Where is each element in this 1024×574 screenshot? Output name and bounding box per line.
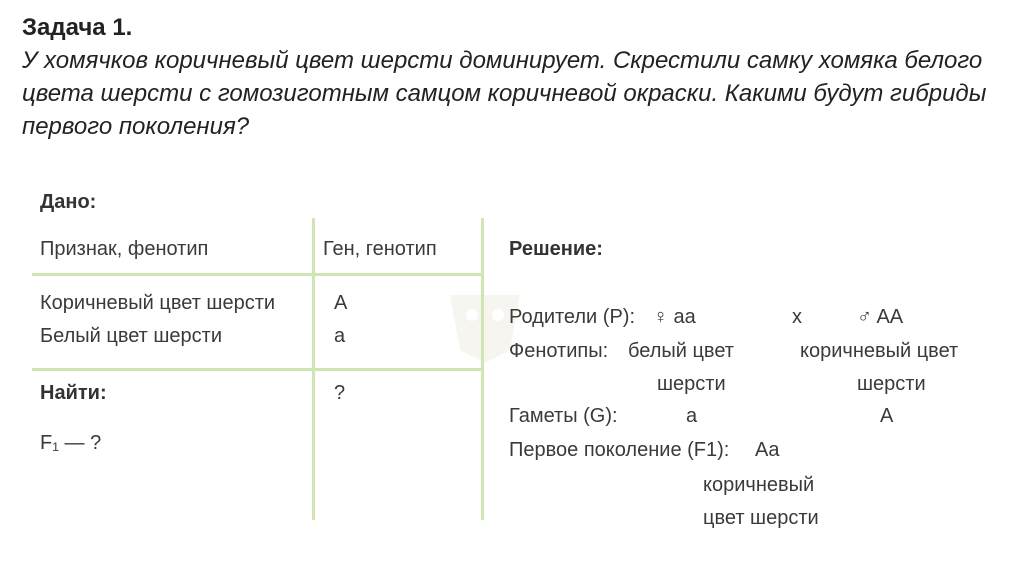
- table-solution-divider: [481, 218, 484, 520]
- column-header-trait: Признак, фенотип: [40, 238, 209, 260]
- trait-brown: Коричневый цвет шерсти: [40, 292, 276, 314]
- table-divider-header: [32, 273, 484, 276]
- male-phenotype-line2: шерсти: [857, 373, 926, 395]
- gene-dominant: A: [334, 292, 348, 314]
- f1-label: Первое поколение (F1):: [509, 439, 730, 461]
- task-text: У хомячков коричневый цвет шерсти доминирует. Скрестили самку хомяка белого цвета шерсти с гомозиготным самцом коричневой окраски. Какими будут гибриды первого поколения?: [22, 47, 987, 140]
- phenotypes-label: Фенотипы:: [509, 340, 609, 362]
- find-question-mark: ?: [334, 382, 346, 404]
- male-gamete: A: [880, 405, 894, 427]
- find-f1: F₁ — ?: [40, 432, 102, 454]
- column-header-gene: Ген, генотип: [323, 238, 437, 260]
- find-heading: Найти:: [40, 382, 107, 404]
- female-phenotype-line1: белый цвет: [628, 340, 734, 362]
- f1-phenotype-line2: цвет шерсти: [703, 507, 819, 529]
- male-phenotype-line1: коричневый цвет: [800, 340, 959, 362]
- female-genotype: ♀ aa: [653, 306, 696, 328]
- gene-recessive: a: [334, 325, 346, 347]
- cross-sign: x: [792, 306, 802, 328]
- female-gamete: a: [686, 405, 698, 427]
- f1-genotype: Aa: [755, 439, 780, 461]
- gametes-label: Гаметы (G):: [509, 405, 618, 427]
- parents-label: Родители (P):: [509, 306, 635, 328]
- solution-heading: Решение:: [509, 238, 603, 260]
- female-phenotype-line2: шерсти: [657, 373, 726, 395]
- table-column-divider: [312, 218, 315, 520]
- trait-white: Белый цвет шерсти: [40, 325, 223, 347]
- task-title: Задача 1.: [22, 14, 133, 41]
- male-genotype: ♂ AA: [857, 306, 904, 328]
- f1-phenotype-line1: коричневый: [703, 474, 815, 496]
- table-divider-find: [32, 368, 484, 371]
- given-heading: Дано:: [40, 191, 97, 213]
